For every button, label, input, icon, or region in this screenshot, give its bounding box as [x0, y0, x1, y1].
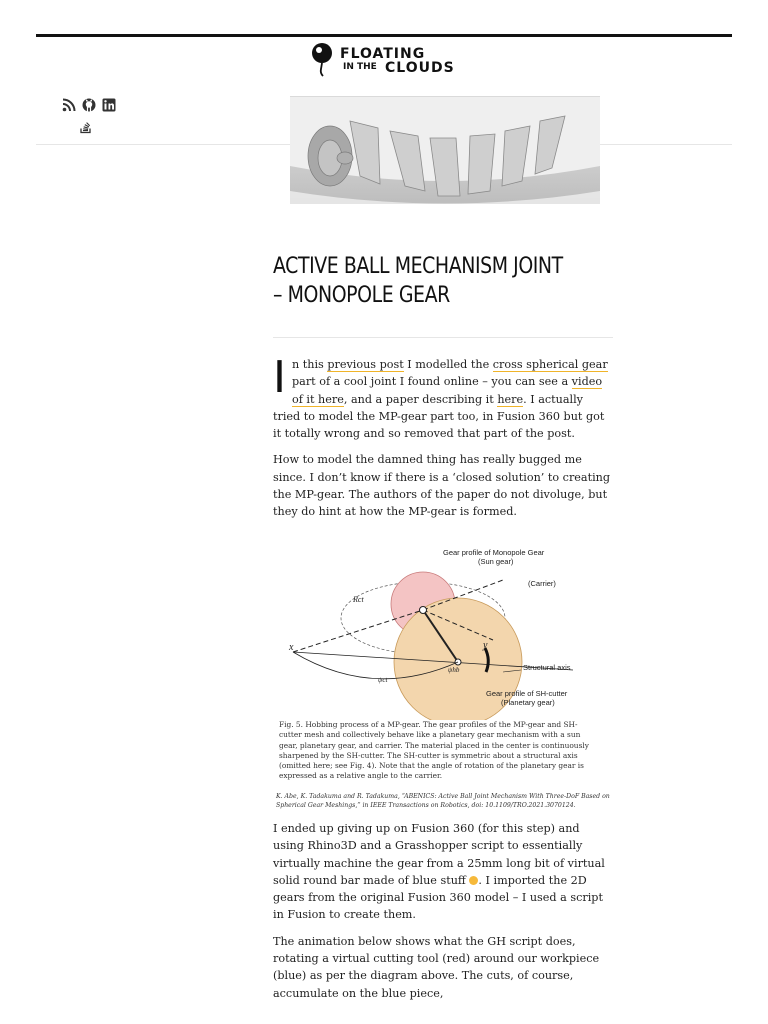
post-content — [273, 352, 613, 521]
link-video[interactable]: video of it here — [291, 375, 603, 406]
figure-credit: K. Abe, K. Tadakuma and R. Tadakuma, “ABENICS: Active Ball Joint Mechanism With Three-DoF Based on Spherical Gear Meshings,” in IEEE Transactions on Robotics, doi: 10.1109/TRO.2021.3070124. — [276, 793, 610, 809]
link-previous-post[interactable]: previous post — [327, 358, 404, 371]
link-cross-spherical-gear[interactable]: cross spherical gear — [492, 358, 608, 371]
label-psi-hb: ψhb — [448, 666, 460, 674]
logo-line1: FLOATING — [340, 46, 426, 62]
logo-line2-small: IN THE — [343, 62, 377, 72]
dropcap: I — [273, 352, 286, 403]
link-paper[interactable]: here — [497, 392, 524, 406]
logo-line2-big: CLOUDS — [385, 60, 455, 76]
label-x: x — [289, 642, 294, 653]
post-title: ACTIVE BALL MECHANISM JOINT – MONOPOLE GEAR — [273, 254, 563, 308]
linkedin-icon[interactable] — [102, 98, 116, 112]
paragraph-3: I ended up giving up on Fusion 360 (for this step) and using Rhino3D and a Grasshopper script to essentially virtually machine the gear from a 25mm long bit of virtual solid round bar made of blue stuff . I imported the 2D gears from the original Fusion 360 model – I used a script in Fusion to create them. — [273, 822, 605, 922]
github-icon[interactable] — [82, 98, 96, 112]
gear-diagram — [273, 540, 613, 720]
label-carrier: (Carrier) — [528, 579, 556, 588]
label-rct: Rct — [353, 595, 364, 604]
label-sh-cutter-2: (Planetary gear) — [501, 698, 555, 707]
label-sun-gear: Gear profile of Monopole Gear — [443, 548, 545, 557]
top-rule — [36, 34, 732, 37]
rss-icon[interactable] — [62, 98, 76, 112]
paragraph-intro: In this previous post I modelled the cross spherical gear part of a cool joint I found online – you can see a video of it here, and a paper describing it here. I actually tried to model the MP-gear part too, in Fusion 360 but got it totally wrong and so removed that part of the post. — [273, 352, 608, 441]
site-logo[interactable] — [310, 42, 470, 82]
label-sh-cutter: Gear profile of SH-cutter — [486, 689, 568, 698]
label-psi-ct: ψct — [378, 676, 388, 684]
hero-image — [290, 96, 600, 204]
label-y: y — [483, 640, 488, 651]
social-links — [62, 97, 122, 137]
figure-hobbing-diagram — [273, 540, 613, 810]
stackoverflow-icon[interactable] — [79, 120, 93, 134]
post-content-2 — [273, 820, 613, 1011]
title-rule — [273, 337, 613, 338]
paragraph-2: How to model the damned thing has really bugged me since. I don’t know if there is a ‘closed solution’ to creating the MP-gear. The authors of the paper do not divoluge, but they do hint at how the MP-gear is formed. — [273, 453, 611, 519]
figure-caption: Fig. 5. Hobbing process of a MP-gear. The gear profiles of the MP-gear and SH-cutter mesh and collectively behave like a planetary gear mechanism with a sun gear, planetary gear, and carrier. The material placed in the center is continuously sharpened by the SH-cutter. The SH-cutter is symmetric about a structural axis (omitted here; see Fig. 4). Note that the angle of rotation of the planetary gear is expressed as a relative angle to the carrier. — [279, 720, 589, 781]
label-structural-axis: Structural axis — [523, 663, 571, 672]
label-sun-gear-2: (Sun gear) — [478, 557, 514, 566]
balloon-icon — [310, 42, 340, 80]
paragraph-4: The animation below shows what the GH script does, rotating a virtual cutting tool (red) around our workpiece (blue) as per the diagram above. The cuts, of course, accumulate on the blue piece, — [273, 934, 600, 1000]
